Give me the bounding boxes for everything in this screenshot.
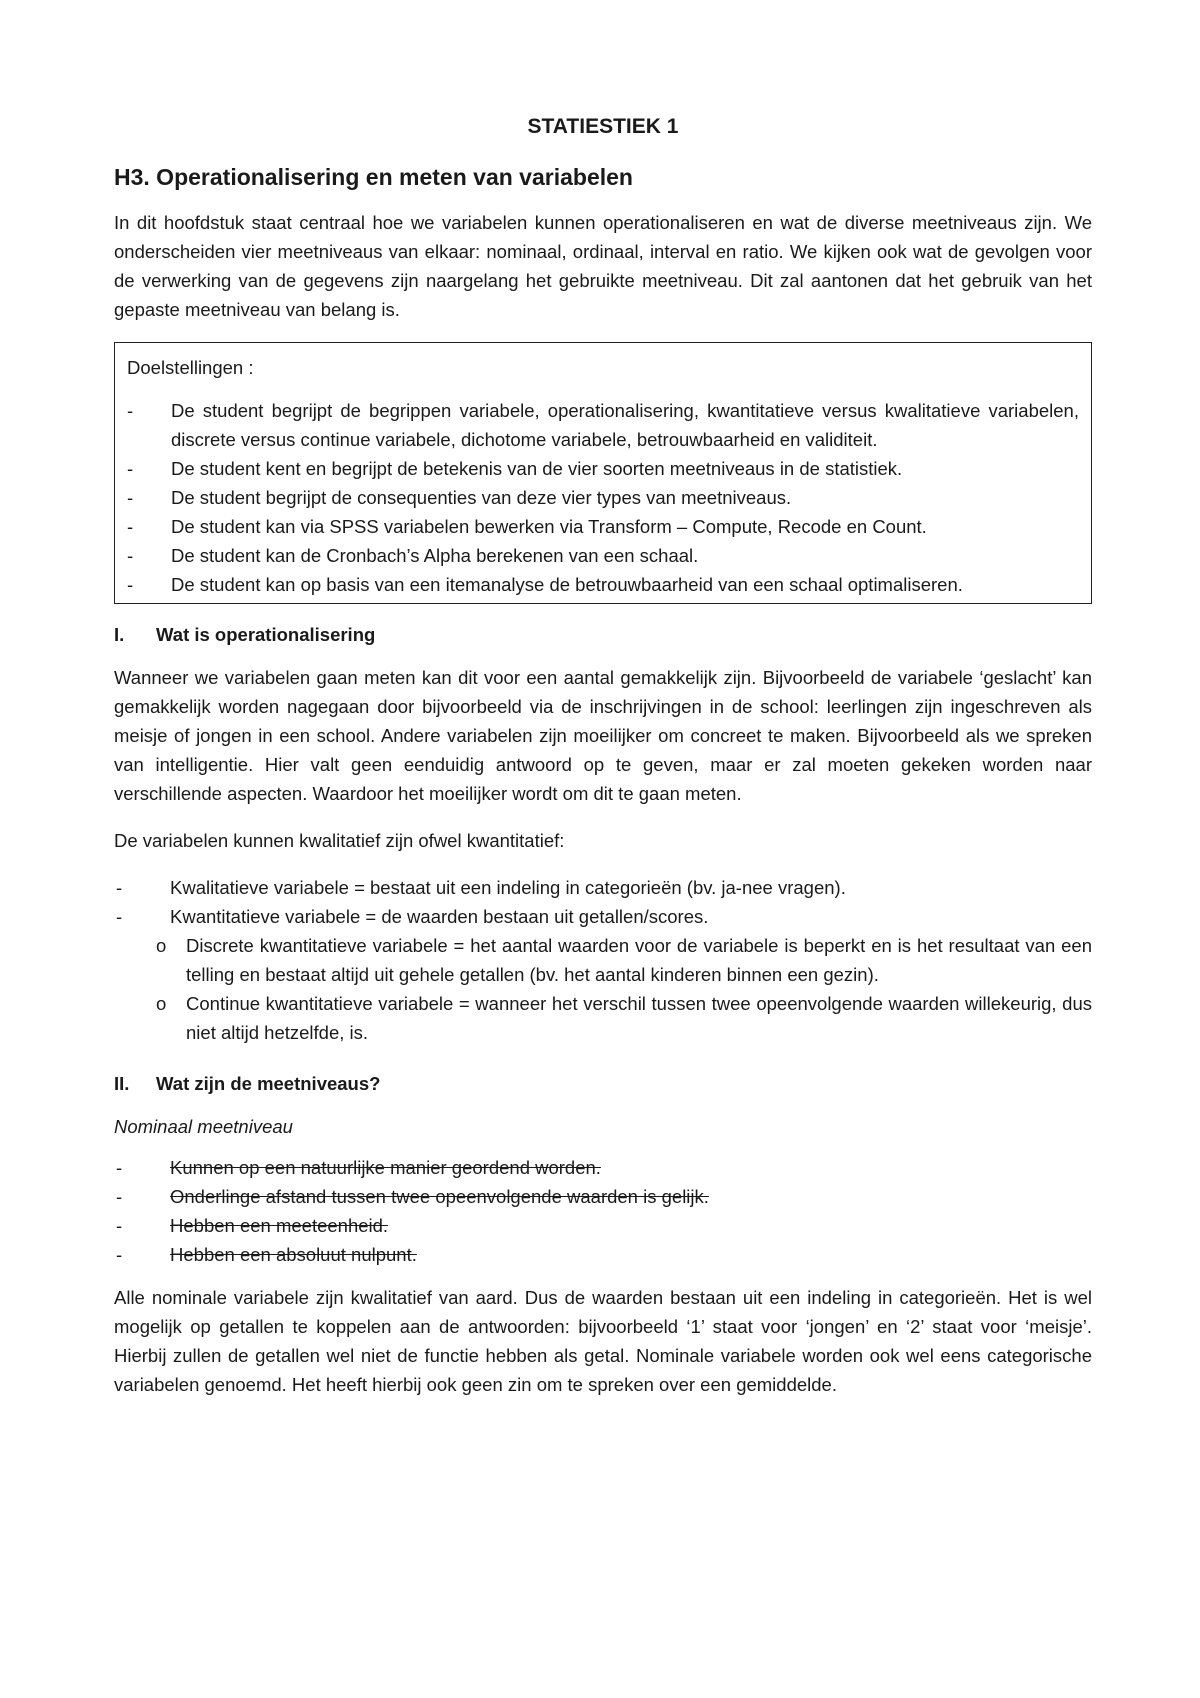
objective-item: - De student begrijpt de begrippen variabele, operationalisering, kwantitatieve versus kwalitatieve variabelen, discrete versus continue variabele, dichotome variabele, betrouwbaarheid en validiteit. [127,396,1079,454]
sub-list [114,931,1092,1047]
objective-item: - De student kent en begrijpt de betekenis van de vier soorten meetniveaus in de statistiek. [127,454,1079,483]
list-item: - Kunnen op een natuurlijke manier geordend worden. [114,1153,1092,1182]
objectives-box [114,342,1092,604]
dash-bullet: - [127,574,134,595]
section-title: Wat zijn de meetniveaus? [156,1073,381,1094]
circle-bullet: o [156,993,167,1014]
nominal-paragraph: Alle nominale variabele zijn kwalitatief van aard. Dus de waarden bestaan uit een indeling in categorieën. Het is wel mogelijk op getallen te koppelen aan de antwoorden: bijvoorbeeld ‘1’ staat voor ‘jongen’ en ‘2’ staat voor ‘meisje’. Hierbij zullen de getallen wel niet de functie hebben als getal. Nominale variabele worden ook wel eens categorische variabelen genoemd. Het heeft hierbij ook geen zin om te spreken over een gemiddelde. [114,1287,1092,1395]
variable-types-list [114,873,1092,1047]
dash-bullet: - [116,906,123,927]
section-number: I. [114,624,125,645]
objectives-list [127,396,1079,599]
objectives-title: Doelstellingen : [127,357,254,378]
objective-item: - De student kan via SPSS variabelen bewerken via Transform – Compute, Recode en Count. [127,512,1079,541]
list-item: - Hebben een absoluut nulpunt. [114,1240,1092,1269]
list-item: - Kwalitatieve variabele = bestaat uit een indeling in categorieën (bv. ja-nee vragen). [114,873,1092,902]
dash-bullet: - [116,1186,123,1207]
section-title: Wat is operationalisering [156,624,376,645]
dash-bullet: - [116,1157,123,1178]
page-content [114,112,1092,1417]
list-item: - Hebben een meeteenheid. [114,1211,1092,1240]
dash-bullet: - [127,458,134,479]
section-heading-2 [114,1069,1092,1098]
section1-lead: De variabelen kunnen kwalitatief zijn ofwel kwantitatief: [114,830,565,851]
list-item: - Onderlinge afstand tussen twee opeenvolgende waarden is gelijk. [114,1182,1092,1211]
sub-list-item: o Discrete kwantitatieve variabele = het aantal waarden voor de variabele is beperkt en is het resultaat van een telling en bestaat altijd uit gehele getallen (bv. het aantal kinderen binnen een gezin). [156,931,1092,989]
dash-bullet: - [116,1215,123,1236]
dash-bullet: - [127,516,134,537]
dash-bullet: - [127,487,134,508]
document-title: STATIESTIEK 1 [527,115,679,138]
dash-bullet: - [127,545,134,566]
section-number: II. [114,1073,130,1094]
intro-paragraph: In dit hoofdstuk staat centraal hoe we variabelen kunnen operationaliseren en wat de diverse meetniveaus zijn. We onderscheiden vier meetniveaus van elkaar: nominaal, ordinaal, interval en ratio. We kijken ook wat de gevolgen voor de verwerking van de gegevens zijn naargelang het gebruikte meetniveau. Dit zal aantonen dat het gebruik van het gepaste meetniveau van belang is. [114,212,1092,320]
subheading-nominal: Nominaal meetniveau [114,1116,293,1137]
dash-bullet: - [116,1244,123,1265]
struck-properties-list [114,1153,1092,1269]
chapter-heading: H3. Operationalisering en meten van variabelen [114,164,633,190]
objective-item: - De student begrijpt de consequenties van deze vier types van meetniveaus. [127,483,1079,512]
list-item: - Kwantitatieve variabele = de waarden bestaan uit getallen/scores. o Discrete kwantitatieve variabele = het aantal waarden voor de variabele is beperkt en is het resultaat van een telling en bestaat altijd uit gehele getallen (bv. het aantal kinderen binnen een gezin). o Continue kwantitatieve variabele = wanneer het verschil tussen twee opeenvolgende waarden willekeurig, dus niet altijd hetzelfde, is. [114,902,1092,1047]
sub-list-item: o Continue kwantitatieve variabele = wanneer het verschil tussen twee opeenvolgende waarden willekeurig, dus niet altijd hetzelfde, is. [156,989,1092,1047]
objective-item: - De student kan op basis van een itemanalyse de betrouwbaarheid van een schaal optimaliseren. [127,570,1079,599]
dash-bullet: - [127,400,134,421]
objective-item: - De student kan de Cronbach’s Alpha berekenen van een schaal. [127,541,1079,570]
dash-bullet: - [116,877,123,898]
section1-paragraph: Wanneer we variabelen gaan meten kan dit voor een aantal gemakkelijk zijn. Bijvoorbeeld de variabele ‘geslacht’ kan gemakkelijk worden nagegaan door bijvoorbeeld via de inschrijvingen in de school: leerlingen zijn ingeschreven als meisje of jongen in een school. Andere variabelen zijn moeilijker om concreet te maken. Bijvoorbeeld als we spreken van intelligentie. Hier valt geen eenduidig antwoord op te geven, maar er zal moeten gekeken worden naar verschillende aspecten. Waardoor het moeilijker wordt om dit te gaan meten. [114,667,1092,804]
circle-bullet: o [156,935,167,956]
section-heading-1 [114,620,1092,649]
